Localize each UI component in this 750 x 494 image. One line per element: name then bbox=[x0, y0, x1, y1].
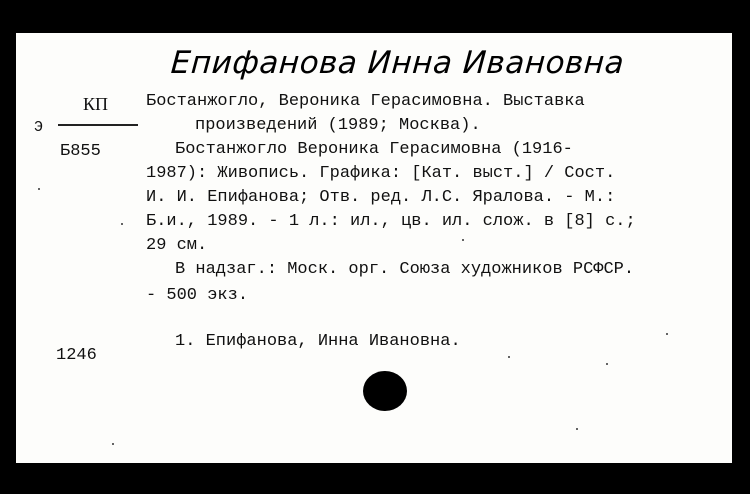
dust-speck bbox=[576, 428, 578, 430]
dust-speck bbox=[112, 443, 114, 445]
dust-speck bbox=[606, 363, 608, 365]
divider-rule bbox=[58, 124, 138, 126]
entry-line: 1. Епифанова, Инна Ивановна. bbox=[175, 332, 461, 351]
dust-speck bbox=[666, 333, 668, 335]
entry-line: Б.и., 1989. - 1 л.: ил., цв. ил. слож. в [8] с.; bbox=[146, 212, 636, 231]
location-code: КП bbox=[83, 94, 109, 114]
entry-line: произведений (1989; Москва). bbox=[195, 116, 481, 135]
dust-speck bbox=[38, 188, 40, 190]
catalog-card bbox=[16, 33, 732, 463]
entry-line: И. И. Епифанова; Отв. ред. Л.С. Яралова. - М.: bbox=[146, 188, 616, 207]
entry-line: В надзаг.: Моск. орг. Союза художников РСФСР. bbox=[175, 260, 635, 279]
entry-line: 29 см. bbox=[146, 236, 208, 255]
prefix-mark: Э bbox=[34, 119, 44, 136]
dust-speck bbox=[121, 223, 123, 225]
entry-line: Бостанжогло, Вероника Герасимовна. Выставка bbox=[146, 92, 585, 111]
dust-speck bbox=[462, 239, 464, 241]
ink-blot bbox=[363, 371, 407, 411]
entry-line: - 500 экз. bbox=[146, 286, 249, 305]
handwritten-heading: Епифанова Инна Ивановна bbox=[169, 45, 626, 81]
entry-line: Бостанжогло Вероника Герасимовна (1916- bbox=[175, 140, 573, 159]
call-number: Б855 bbox=[60, 142, 101, 161]
dust-speck bbox=[508, 356, 510, 358]
entry-line: 1987): Живопись. Графика: [Кат. выст.] / Сост. bbox=[146, 164, 616, 183]
accession-number: 1246 bbox=[56, 346, 97, 365]
